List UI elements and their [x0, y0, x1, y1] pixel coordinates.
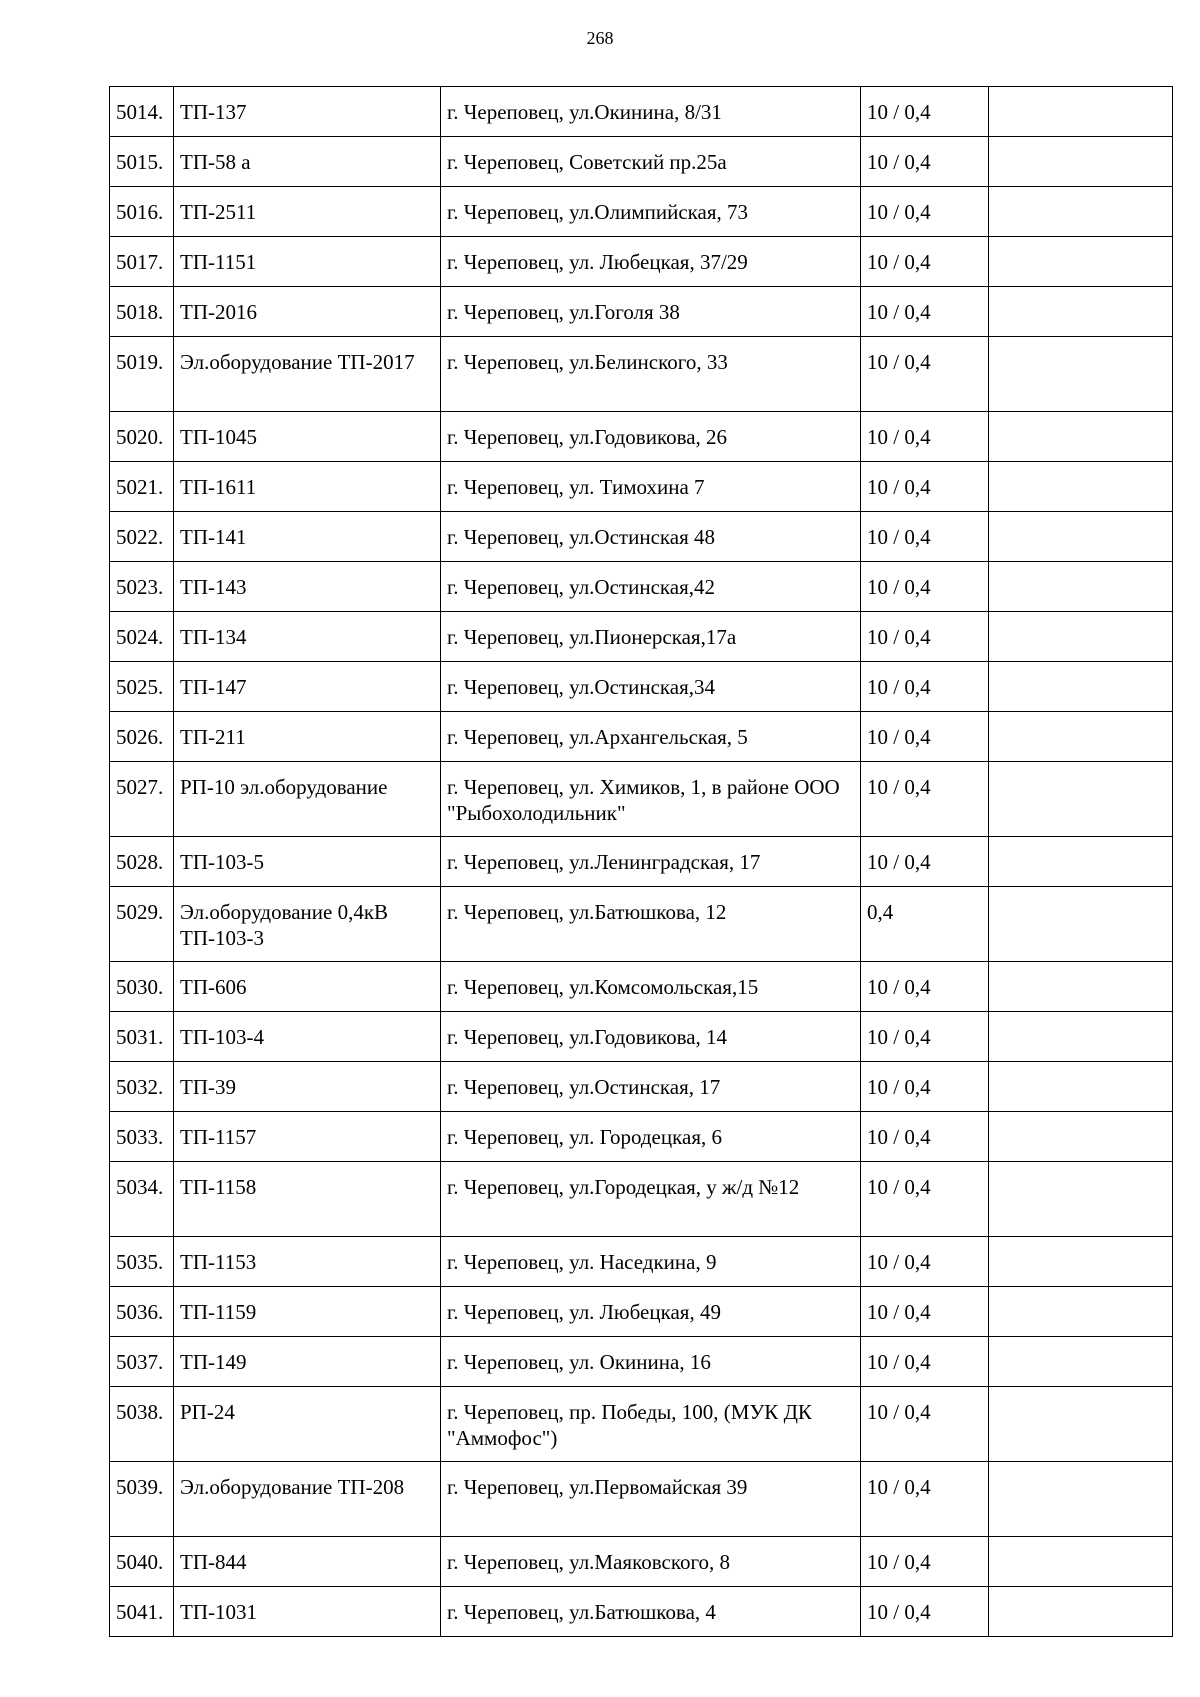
object-name: ТП-143 [174, 562, 441, 612]
voltage-class: 10 / 0,4 [861, 1587, 989, 1637]
row-number: 5023. [110, 562, 174, 612]
object-address: г. Череповец, ул. Тимохина 7 [441, 462, 861, 512]
object-address: г. Череповец, ул.Годовикова, 14 [441, 1012, 861, 1062]
row-number: 5039. [110, 1462, 174, 1537]
table-row [110, 887, 1173, 962]
object-address: г. Череповец, ул.Ленинградская, 17 [441, 837, 861, 887]
note-cell [989, 762, 1173, 837]
table-row [110, 1287, 1173, 1337]
note-cell [989, 662, 1173, 712]
object-name: ТП-1153 [174, 1237, 441, 1287]
object-name: Эл.оборудование 0,4кВ ТП-103-3 [174, 887, 441, 962]
table-row [110, 1587, 1173, 1637]
voltage-class: 10 / 0,4 [861, 1287, 989, 1337]
table-row [110, 462, 1173, 512]
table-row [110, 1237, 1173, 1287]
object-name: ТП-103-4 [174, 1012, 441, 1062]
table-row [110, 1112, 1173, 1162]
table-row [110, 1387, 1173, 1462]
row-number: 5015. [110, 137, 174, 187]
object-address: г. Череповец, ул. Любецкая, 37/29 [441, 237, 861, 287]
object-name: ТП-1158 [174, 1162, 441, 1237]
row-number: 5025. [110, 662, 174, 712]
note-cell [989, 712, 1173, 762]
row-number: 5024. [110, 612, 174, 662]
table-row [110, 712, 1173, 762]
note-cell [989, 1587, 1173, 1637]
object-address: г. Череповец, ул.Остинская, 17 [441, 1062, 861, 1112]
voltage-class: 0,4 [861, 887, 989, 962]
note-cell [989, 287, 1173, 337]
voltage-class: 10 / 0,4 [861, 237, 989, 287]
object-address: г. Череповец, ул. Химиков, 1, в районе ООО "Рыбохолодильник" [441, 762, 861, 837]
table-row [110, 512, 1173, 562]
note-cell [989, 1287, 1173, 1337]
voltage-class: 10 / 0,4 [861, 962, 989, 1012]
row-number: 5034. [110, 1162, 174, 1237]
object-name: Эл.оборудование ТП-208 [174, 1462, 441, 1537]
row-number: 5017. [110, 237, 174, 287]
object-address: г. Череповец, ул.Остинская,34 [441, 662, 861, 712]
voltage-class: 10 / 0,4 [861, 1062, 989, 1112]
voltage-class: 10 / 0,4 [861, 1012, 989, 1062]
object-name: ТП-1151 [174, 237, 441, 287]
note-cell [989, 237, 1173, 287]
row-number: 5038. [110, 1387, 174, 1462]
note-cell [989, 1462, 1173, 1537]
object-address: г. Череповец, ул.Остинская 48 [441, 512, 861, 562]
object-name: ТП-2511 [174, 187, 441, 237]
object-address: г. Череповец, ул.Первомайская 39 [441, 1462, 861, 1537]
note-cell [989, 1012, 1173, 1062]
object-name: ТП-1159 [174, 1287, 441, 1337]
table-row [110, 137, 1173, 187]
object-address: г. Череповец, ул.Маяковского, 8 [441, 1537, 861, 1587]
table-row [110, 1537, 1173, 1587]
object-name: ТП-58 а [174, 137, 441, 187]
row-number: 5014. [110, 87, 174, 137]
object-address: г. Череповец, ул.Городецкая, у ж/д №12 [441, 1162, 861, 1237]
object-name: ТП-844 [174, 1537, 441, 1587]
row-number: 5031. [110, 1012, 174, 1062]
object-name: ТП-137 [174, 87, 441, 137]
object-name: ТП-134 [174, 612, 441, 662]
object-name: РП-10 эл.оборудование [174, 762, 441, 837]
voltage-class: 10 / 0,4 [861, 1537, 989, 1587]
table-row [110, 87, 1173, 137]
note-cell [989, 1112, 1173, 1162]
object-address: г. Череповец, ул.Пионерская,17а [441, 612, 861, 662]
note-cell [989, 837, 1173, 887]
object-address: г. Череповец, ул. Окинина, 16 [441, 1337, 861, 1387]
row-number: 5028. [110, 837, 174, 887]
note-cell [989, 1387, 1173, 1462]
object-name: ТП-103-5 [174, 837, 441, 887]
table-row [110, 1062, 1173, 1112]
row-number: 5018. [110, 287, 174, 337]
object-address: г. Череповец, ул.Годовикова, 26 [441, 412, 861, 462]
voltage-class: 10 / 0,4 [861, 1387, 989, 1462]
object-address: г. Череповец, ул. Любецкая, 49 [441, 1287, 861, 1337]
voltage-class: 10 / 0,4 [861, 1337, 989, 1387]
table-row [110, 1337, 1173, 1387]
voltage-class: 10 / 0,4 [861, 612, 989, 662]
voltage-class: 10 / 0,4 [861, 512, 989, 562]
note-cell [989, 962, 1173, 1012]
object-name: ТП-1045 [174, 412, 441, 462]
row-number: 5029. [110, 887, 174, 962]
table-row [110, 1162, 1173, 1237]
object-address: г. Череповец, пр. Победы, 100, (МУК ДК "Аммофос") [441, 1387, 861, 1462]
voltage-class: 10 / 0,4 [861, 462, 989, 512]
note-cell [989, 512, 1173, 562]
object-address: г. Череповец, ул.Олимпийская, 73 [441, 187, 861, 237]
voltage-class: 10 / 0,4 [861, 712, 989, 762]
row-number: 5036. [110, 1287, 174, 1337]
row-number: 5021. [110, 462, 174, 512]
table-row [110, 612, 1173, 662]
row-number: 5041. [110, 1587, 174, 1637]
object-address: г. Череповец, Советский пр.25а [441, 137, 861, 187]
object-address: г. Череповец, ул.Остинская,42 [441, 562, 861, 612]
note-cell [989, 887, 1173, 962]
object-address: г. Череповец, ул.Архангельская, 5 [441, 712, 861, 762]
object-address: г. Череповец, ул.Гоголя 38 [441, 287, 861, 337]
voltage-class: 10 / 0,4 [861, 762, 989, 837]
page-number: 268 [586, 28, 614, 48]
note-cell [989, 462, 1173, 512]
voltage-class: 10 / 0,4 [861, 137, 989, 187]
object-name: ТП-1157 [174, 1112, 441, 1162]
note-cell [989, 1537, 1173, 1587]
row-number: 5037. [110, 1337, 174, 1387]
voltage-class: 10 / 0,4 [861, 287, 989, 337]
note-cell [989, 1237, 1173, 1287]
voltage-class: 10 / 0,4 [861, 662, 989, 712]
note-cell [989, 1337, 1173, 1387]
object-name: ТП-2016 [174, 287, 441, 337]
table-row [110, 412, 1173, 462]
object-address: г. Череповец, ул. Наседкина, 9 [441, 1237, 861, 1287]
row-number: 5040. [110, 1537, 174, 1587]
note-cell [989, 562, 1173, 612]
voltage-class: 10 / 0,4 [861, 837, 989, 887]
note-cell [989, 1162, 1173, 1237]
object-address: г. Череповец, ул.Белинского, 33 [441, 337, 861, 412]
object-name: ТП-141 [174, 512, 441, 562]
table-row [110, 1012, 1173, 1062]
registry-table-body [110, 87, 1173, 1637]
voltage-class: 10 / 0,4 [861, 412, 989, 462]
voltage-class: 10 / 0,4 [861, 187, 989, 237]
row-number: 5035. [110, 1237, 174, 1287]
object-name: Эл.оборудование ТП-2017 [174, 337, 441, 412]
note-cell [989, 137, 1173, 187]
object-name: ТП-1031 [174, 1587, 441, 1637]
note-cell [989, 612, 1173, 662]
voltage-class: 10 / 0,4 [861, 1162, 989, 1237]
object-address: г. Череповец, ул. Городецкая, 6 [441, 1112, 861, 1162]
table-row [110, 187, 1173, 237]
row-number: 5022. [110, 512, 174, 562]
object-name: ТП-606 [174, 962, 441, 1012]
table-row [110, 237, 1173, 287]
note-cell [989, 412, 1173, 462]
object-address: г. Череповец, ул.Батюшкова, 4 [441, 1587, 861, 1637]
table-row [110, 337, 1173, 412]
row-number: 5020. [110, 412, 174, 462]
row-number: 5033. [110, 1112, 174, 1162]
table-row [110, 1462, 1173, 1537]
table-row [110, 287, 1173, 337]
voltage-class: 10 / 0,4 [861, 87, 989, 137]
voltage-class: 10 / 0,4 [861, 337, 989, 412]
object-address: г. Череповец, ул.Батюшкова, 12 [441, 887, 861, 962]
object-name: ТП-147 [174, 662, 441, 712]
voltage-class: 10 / 0,4 [861, 1462, 989, 1537]
object-address: г. Череповец, ул.Комсомольская,15 [441, 962, 861, 1012]
object-name: РП-24 [174, 1387, 441, 1462]
object-name: ТП-149 [174, 1337, 441, 1387]
row-number: 5019. [110, 337, 174, 412]
row-number: 5030. [110, 962, 174, 1012]
note-cell [989, 187, 1173, 237]
row-number: 5016. [110, 187, 174, 237]
voltage-class: 10 / 0,4 [861, 1237, 989, 1287]
table-row [110, 962, 1173, 1012]
row-number: 5027. [110, 762, 174, 837]
note-cell [989, 337, 1173, 412]
note-cell [989, 87, 1173, 137]
row-number: 5026. [110, 712, 174, 762]
voltage-class: 10 / 0,4 [861, 1112, 989, 1162]
table-row [110, 837, 1173, 887]
row-number: 5032. [110, 1062, 174, 1112]
object-address: г. Череповец, ул.Окинина, 8/31 [441, 87, 861, 137]
registry-table [109, 86, 1173, 1637]
object-name: ТП-211 [174, 712, 441, 762]
table-row [110, 662, 1173, 712]
table-row [110, 762, 1173, 837]
table-row [110, 562, 1173, 612]
object-name: ТП-39 [174, 1062, 441, 1112]
note-cell [989, 1062, 1173, 1112]
object-name: ТП-1611 [174, 462, 441, 512]
voltage-class: 10 / 0,4 [861, 562, 989, 612]
